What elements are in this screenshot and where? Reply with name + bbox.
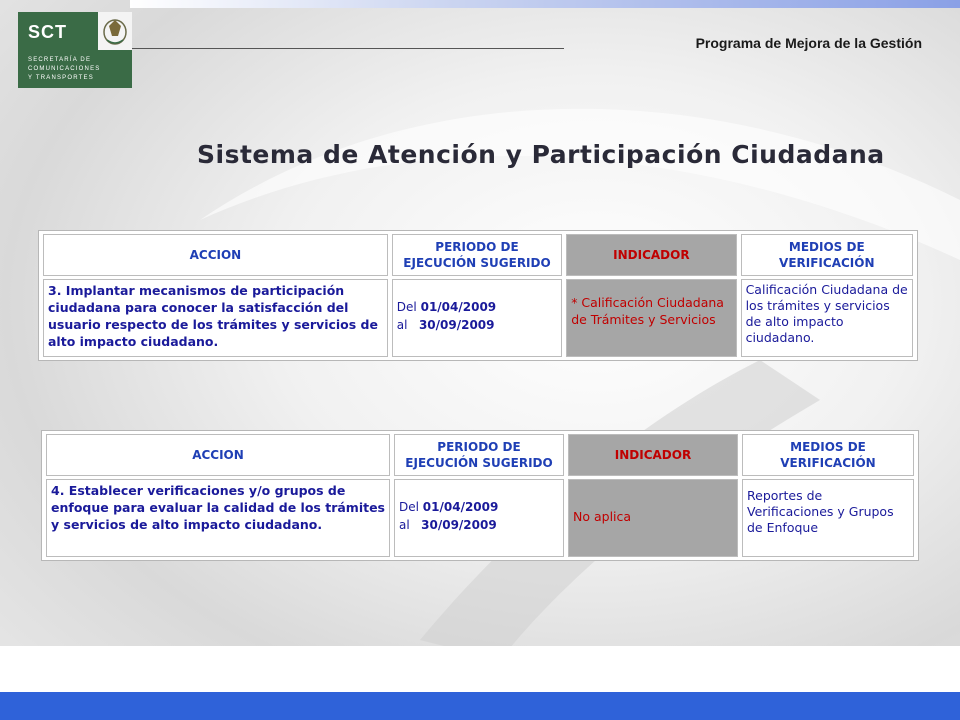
footer-band [0,646,960,692]
logo-line: COMUNICACIONES [28,66,101,72]
table-row [43,279,913,357]
logo-text [28,56,100,83]
header-accion: ACCION [46,434,390,476]
cell-indicador: * Calificación Ciudadana de Trámites y Servicios [566,279,736,357]
action-table-3 [38,230,918,361]
sct-logo [18,12,132,88]
cell-medios: Reportes de Verificaciones y Grupos de Enfoque [742,479,914,557]
header-periodo: PERIODO DE EJECUCIÓN SUGERIDO [394,434,564,476]
table-row [46,479,914,557]
top-accent-bar [130,0,960,8]
logo-abbreviation: SCT [28,22,67,42]
table-header-row [43,234,913,276]
cell-indicador: No aplica [568,479,738,557]
header-medios: MEDIOS DE VERIFICACIÓN [741,234,913,276]
page-title: Sistema de Atención y Participación Ciudadana [197,140,885,169]
coat-of-arms-icon [98,12,132,50]
table-header-row [46,434,914,476]
header-medios: MEDIOS DE VERIFICACIÓN [742,434,914,476]
header-periodo: PERIODO DE EJECUCIÓN SUGERIDO [392,234,562,276]
logo-line: SECRETARÍA DE [28,57,92,63]
header-accion: ACCION [43,234,388,276]
cell-periodo: Del 01/04/2009 al 30/09/2009 [394,479,564,557]
logo-line: Y TRANSPORTES [28,75,94,81]
cell-periodo: Del 01/04/2009 al 30/09/2009 [392,279,562,357]
header-indicador: INDICADOR [566,234,736,276]
cell-medios: Calificación Ciudadana de los trámites y servicios de alto impacto ciudadano. [741,279,913,357]
header-indicador: INDICADOR [568,434,738,476]
program-title: Programa de Mejora de la Gestión [695,35,922,51]
footer-accent-bar [0,692,960,720]
cell-accion: 3. Implantar mecanismos de participación ciudadana para conocer la satisfacción del usuario respecto de los trámites y servicios de alto impacto ciudadano. [43,279,388,357]
action-table-4 [41,430,919,561]
cell-accion: 4. Establecer verificaciones y/o grupos de enfoque para evaluar la calidad de los trámites y servicios de alto impacto ciudadano. [46,479,390,557]
header-divider [132,48,564,49]
